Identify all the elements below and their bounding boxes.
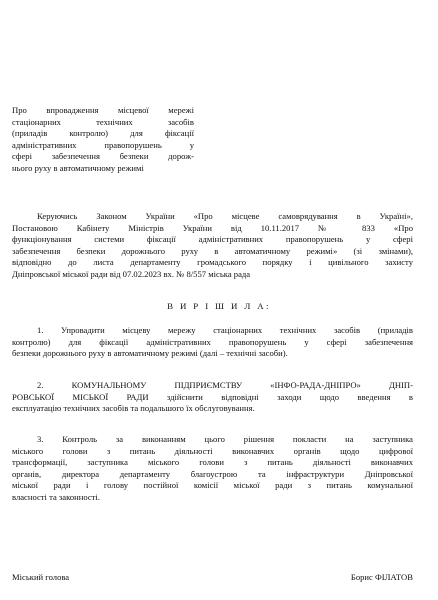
item-line: 3. Контроль за виконанням цього рішення покласти на заступника <box>37 434 413 444</box>
title-line: сфері забезпечення безпеки дорож- <box>12 151 194 162</box>
title-line: (приладів контролю) для фіксації <box>12 128 194 139</box>
title-line: стаціонарних технічних засобів <box>12 116 194 127</box>
item-line: експлуатацію технічних засобів та подальшого їх обслуговування. <box>12 403 255 414</box>
title-line: Про впровадження місцевої мережі <box>12 105 194 115</box>
title-line: адміністративних правопорушень у <box>12 139 194 150</box>
preamble-line: Постановою Кабінету Міністрів України від 10.11.2017 № 833 «Про <box>12 222 413 233</box>
item-line: міського голови з питань діяльності виконавчих органів щодо цифрової <box>12 445 413 456</box>
item-line: органів, директора департаменту благоустрою та інфраструктури Дніпровської <box>12 468 413 479</box>
decision-item-2 <box>12 380 413 415</box>
item-line: 2. КОМУНАЛЬНОМУ ПІДПРИЄМСТВУ «ІНФО-РАДА-ДНІПРО» ДНІП- <box>37 380 413 390</box>
preamble-line: забезпечення безпеки дорожнього руху в автоматичному режимі» (зі змінами), <box>12 245 413 256</box>
signature-position: Міський голова <box>12 572 70 582</box>
preamble-line: Дніпровської міської ради від 07.02.2023 вх. № 8/557 міська рада <box>12 268 251 279</box>
preamble-paragraph <box>12 211 413 281</box>
item-line: трансформації, заступника міського голови з питань діяльності виконавчих <box>12 457 413 468</box>
title-line: нього руху в автоматичному режимі <box>12 162 144 173</box>
document-title <box>12 105 194 175</box>
item-line: РОВСЬКОЇ МІСЬКОЇ РАДИ здійснити відповідні заходи щодо введення в <box>12 391 413 402</box>
item-line: міської ради і голову постійної комісії міської ради з питань комунальної <box>12 480 413 491</box>
preamble-line: Керуючись Законом України «Про місцеве самоврядування в Україні», <box>37 211 413 221</box>
preamble-line: функціонування системи фіксації адміністративних правопорушень у сфері <box>12 234 413 245</box>
item-line: безпеки дорожнього руху в автоматичному режимі (далі – технічні засоби). <box>12 348 288 359</box>
decision-item-1 <box>12 325 413 360</box>
preamble-line: відповідно до листа департаменту громадського порядку і цивільного захисту <box>12 257 413 268</box>
decision-heading: В И Р І Ш И Л А: <box>167 301 271 311</box>
item-line: власності та законності. <box>12 491 100 502</box>
decision-item-3 <box>12 434 413 504</box>
signature-name: Борис ФІЛАТОВ <box>350 572 413 582</box>
item-line: 1. Упровадити місцеву мережу стаціонарних технічних засобів (приладів <box>37 325 413 335</box>
item-line: контролю) для фіксації адміністративних правопорушень у сфері забезпечення <box>12 336 413 347</box>
